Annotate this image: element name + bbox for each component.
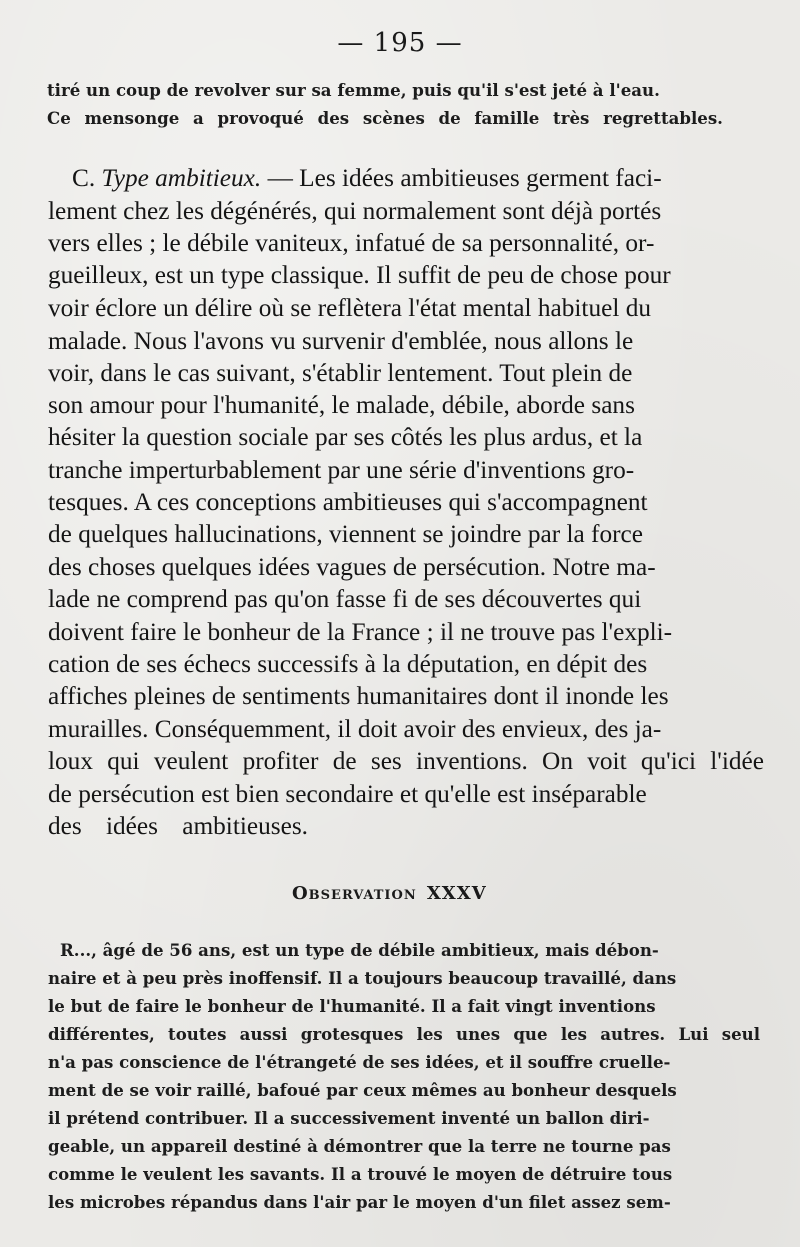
body-line: malade. Nous l'avons vu survenir d'emblée, nous allons le <box>48 327 634 355</box>
observation-line: comme le veulent les savants. Il a trouvé le moyen de détruire tous <box>48 1164 673 1184</box>
body-line: des choses quelques idées vagues de persécution. Notre ma- <box>48 553 656 581</box>
observation-line: n'a pas conscience de l'étrangeté de ses idées, et il souffre cruelle- <box>48 1052 671 1072</box>
observation-line: naire et à peu près inoffensif. Il a toujours beaucoup travaillé, dans <box>48 968 677 988</box>
section-label: C. <box>72 164 96 192</box>
body-line: gueilleux, est un type classique. Il suffit de peu de chose pour <box>48 261 671 289</box>
body-line: de persécution est bien secondaire et qu'elle est inséparable <box>48 780 647 808</box>
observation-line: ment de se voir raillé, bafoué par ceux mêmes au bonheur desquels <box>48 1080 677 1100</box>
body-line: de quelques hallucinations, viennent se joindre par la force <box>48 520 643 548</box>
body-line: lade ne comprend pas qu'on fasse fi de ses découvertes qui <box>48 585 642 613</box>
body-line: des idées ambitieuses. <box>48 812 309 840</box>
body-line: hésiter la question sociale par ses côtés les plus ardus, et la <box>48 423 643 451</box>
page-number: — 195 — <box>337 28 463 58</box>
body-line: son amour pour l'humanité, le malade, débile, aborde sans <box>48 391 635 419</box>
body-line: doivent faire le bonheur de la France ; il ne trouve pas l'expli- <box>48 618 673 646</box>
observation-label: Observation <box>292 883 417 904</box>
observation-line: le but de faire le bonheur de l'humanité. Il a fait vingt inventions <box>48 996 656 1016</box>
section-heading-line <box>72 164 662 193</box>
body-line: cation de ses échecs successifs à la députation, en dépit des <box>48 650 648 678</box>
body-line: tranche imperturbablement par une série d'inventions gro- <box>48 456 635 484</box>
observation-number: XXXV <box>426 883 487 904</box>
body-line: affiches pleines de sentiments humanitaires dont il inonde les <box>48 682 669 710</box>
observation-line: il prétend contribuer. Il a successivement inventé un ballon diri- <box>48 1108 650 1128</box>
body-line: voir éclore un délire où se reflètera l'état mental habituel du <box>48 294 651 322</box>
body-line: loux qui veulent profiter de ses inventions. On voit qu'ici l'idée <box>48 747 764 775</box>
body-line: voir, dans le cas suivant, s'établir lentement. Tout plein de <box>48 359 633 387</box>
intro-line: tiré un coup de revolver sur sa femme, puis qu'il s'est jeté à l'eau. <box>47 80 660 100</box>
observation-line: geable, un appareil destiné à démontrer que la terre ne tourne pas <box>48 1136 671 1156</box>
observation-line: différentes, toutes aussi grotesques les unes que les autres. Lui seul <box>48 1024 761 1044</box>
intro-line: Ce mensonge a provoqué des scènes de famille très regrettables. <box>47 108 723 128</box>
section-title: Type ambitieux. <box>101 164 262 192</box>
body-line: murailles. Conséquemment, il doit avoir des envieux, des ja- <box>48 715 662 743</box>
body-line: lement chez les dégénérés, qui normalement sont déjà portés <box>48 197 662 225</box>
section-first-line: — Les idées ambitieuses germent faci- <box>267 164 662 192</box>
body-line: vers elles ; le débile vaniteux, infatué de sa personnalité, or- <box>48 229 655 257</box>
observation-line: les microbes répandus dans l'air par le moyen d'un filet assez sem- <box>48 1192 671 1212</box>
observation-line: R..., âgé de 56 ans, est un type de débile ambitieux, mais débon- <box>60 940 659 960</box>
body-line: tesques. A ces conceptions ambitieuses qui s'accompagnent <box>48 488 648 516</box>
observation-heading <box>292 883 487 904</box>
